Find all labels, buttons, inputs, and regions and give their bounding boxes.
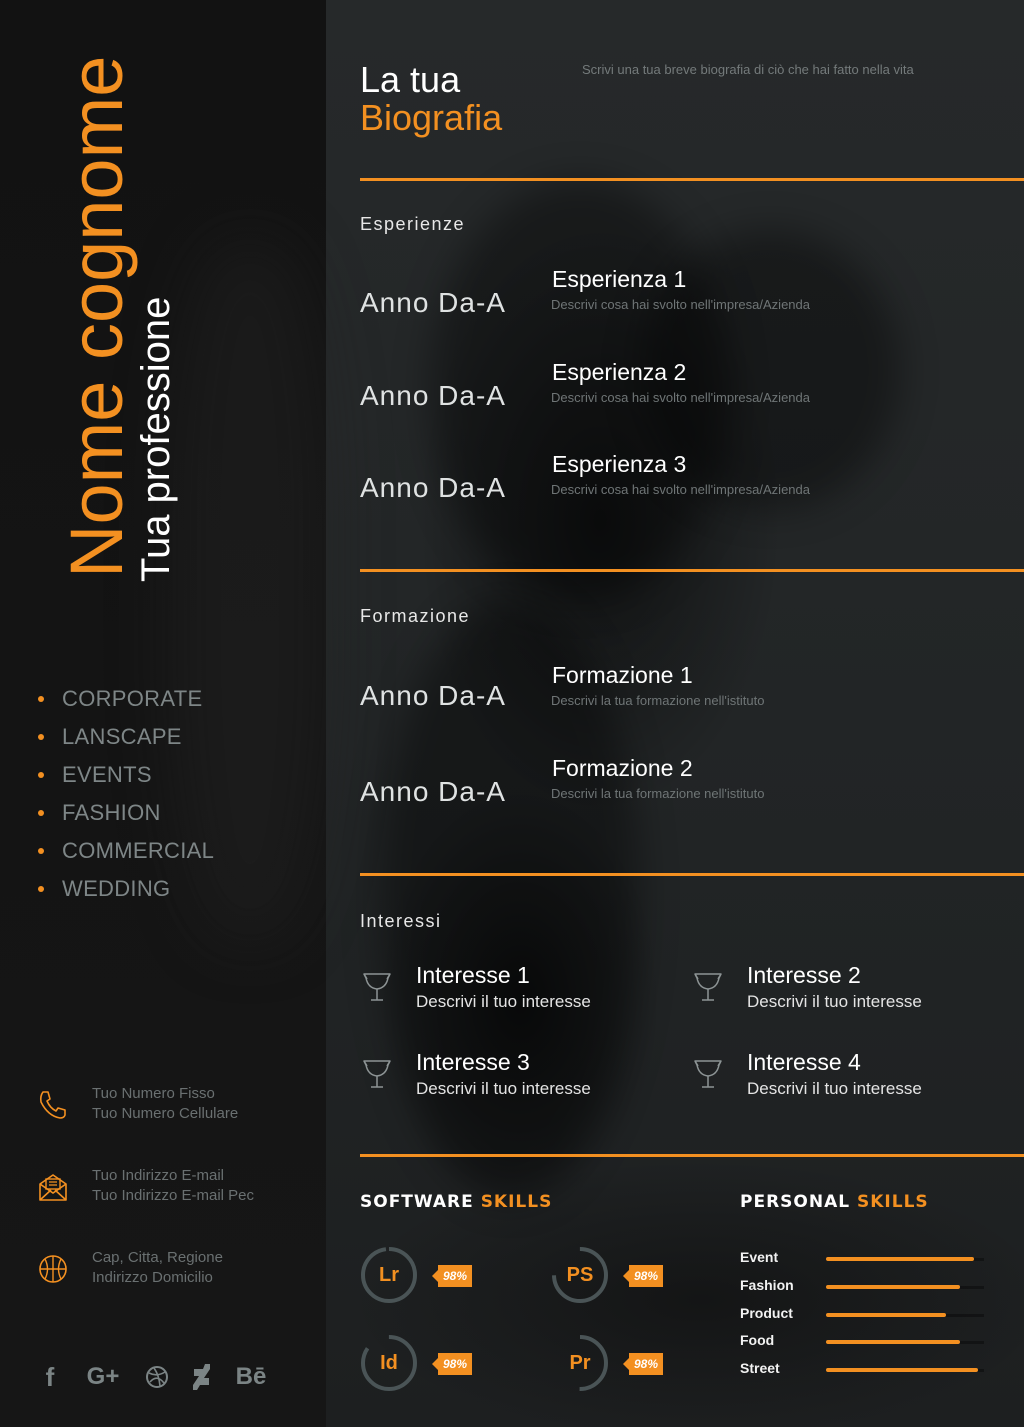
bio-text: Scrivi una tua breve biografia di ciò che hai fatto nella vita xyxy=(582,62,914,77)
contact-phone xyxy=(36,1084,254,1166)
section-divider xyxy=(360,178,1024,181)
personal-skill-row: Fashion xyxy=(740,1277,1000,1301)
email-pec: Tuo Indirizzo E-mail Pec xyxy=(92,1187,254,1204)
bullet-icon xyxy=(38,886,44,892)
education-years: Anno Da-A xyxy=(360,680,506,711)
bullet-icon xyxy=(38,772,44,778)
personal-skill-row: Product xyxy=(740,1305,1000,1329)
service-item: EVENTS xyxy=(38,756,214,794)
address-city: Cap, Citta, Regione xyxy=(92,1249,223,1266)
contact-address xyxy=(36,1248,254,1330)
phone-landline: Tuo Numero Fisso xyxy=(92,1085,215,1102)
bullet-icon xyxy=(38,696,44,702)
candidate-name: Nome cognome xyxy=(55,55,138,578)
bullet-icon xyxy=(38,848,44,854)
dribbble-icon[interactable] xyxy=(144,1360,170,1394)
software-skill-premiere: Pr 98% xyxy=(551,1334,721,1396)
bio-title-line2: Biografia xyxy=(360,97,503,138)
percent-badge: 98% xyxy=(629,1353,663,1375)
address-street: Indirizzo Domicilio xyxy=(92,1269,213,1286)
envelope-icon xyxy=(36,1170,70,1204)
globe-icon xyxy=(36,1252,70,1286)
facebook-icon[interactable]: f xyxy=(45,1361,55,1392)
contacts xyxy=(36,1084,254,1330)
section-divider xyxy=(360,1154,1024,1157)
personal-skill-row: Event xyxy=(740,1249,1000,1273)
software-skill-lightroom: Lr 98% xyxy=(360,1246,530,1308)
bullet-icon xyxy=(38,810,44,816)
trophy-icon xyxy=(360,1057,394,1091)
education-years: Anno Da-A xyxy=(360,776,506,807)
contact-email xyxy=(36,1166,254,1248)
experience-desc: Descrivi cosa hai svolto nell'impresa/Azienda xyxy=(551,390,810,405)
trophy-icon xyxy=(691,1057,725,1091)
skill-bar xyxy=(826,1340,960,1344)
interest-item: Interesse 1 Descrivi il tuo interesse xyxy=(360,962,660,1022)
service-item: FASHION xyxy=(38,794,214,832)
personal-skills-title: PERSONAL SKILLS xyxy=(740,1192,929,1212)
service-item: WEDDING xyxy=(38,870,214,908)
experience-years: Anno Da-A xyxy=(360,287,506,318)
experience-title: Esperienze xyxy=(360,214,466,234)
social-links xyxy=(40,1360,268,1394)
section-divider xyxy=(360,873,1024,876)
candidate-profession: Tua professione xyxy=(134,296,178,582)
main-content xyxy=(360,0,1024,1427)
experience-desc: Descrivi cosa hai svolto nell'impresa/Azienda xyxy=(551,482,810,497)
software-skill-indesign: Id 98% xyxy=(360,1334,530,1396)
experience-title-text: Esperienza 1 xyxy=(552,266,687,292)
skill-bar xyxy=(826,1368,978,1372)
deviantart-icon[interactable] xyxy=(192,1360,212,1394)
google-plus-icon[interactable]: G+ xyxy=(86,1363,120,1390)
skill-bar xyxy=(826,1285,960,1289)
education-title: Formazione xyxy=(360,606,471,626)
interests-title: Interessi xyxy=(360,911,442,931)
service-item: LANSCAPE xyxy=(38,718,214,756)
experience-desc: Descrivi cosa hai svolto nell'impresa/Azienda xyxy=(551,297,810,312)
experience-title-text: Esperienza 2 xyxy=(552,359,687,385)
experience-title-text: Esperienza 3 xyxy=(552,451,687,477)
services-list xyxy=(38,680,214,908)
skill-bar xyxy=(826,1257,974,1261)
percent-badge: 98% xyxy=(438,1265,472,1287)
experience-years: Anno Da-A xyxy=(360,472,506,503)
skill-bar xyxy=(826,1313,946,1317)
personal-skill-row: Street xyxy=(740,1360,1000,1384)
education-desc: Descrivi la tua formazione nell'istituto xyxy=(551,786,765,801)
service-item: COMMERCIAL xyxy=(38,832,214,870)
behance-icon[interactable]: Bē xyxy=(235,1363,267,1390)
personal-skill-row: Food xyxy=(740,1332,1000,1356)
software-skill-photoshop: PS 98% xyxy=(551,1246,721,1308)
percent-badge: 98% xyxy=(438,1353,472,1375)
education-title-text: Formazione 1 xyxy=(552,662,693,688)
interest-item: Interesse 2 Descrivi il tuo interesse xyxy=(691,962,991,1022)
phone-mobile: Tuo Numero Cellulare xyxy=(92,1105,239,1122)
email-primary: Tuo Indirizzo E-mail xyxy=(92,1167,224,1184)
trophy-icon xyxy=(360,970,394,1004)
service-item: CORPORATE xyxy=(38,680,214,718)
software-skills-title: SOFTWARE SKILLS xyxy=(360,1192,553,1212)
experience-years: Anno Da-A xyxy=(360,380,506,411)
percent-badge: 98% xyxy=(629,1265,663,1287)
sidebar xyxy=(0,0,326,1427)
trophy-icon xyxy=(691,970,725,1004)
phone-icon xyxy=(36,1088,70,1122)
interest-item: Interesse 4 Descrivi il tuo interesse xyxy=(691,1049,991,1109)
bio-title-line1: La tua xyxy=(360,59,461,100)
section-divider xyxy=(360,569,1024,572)
education-title-text: Formazione 2 xyxy=(552,755,693,781)
education-desc: Descrivi la tua formazione nell'istituto xyxy=(551,693,765,708)
interest-item: Interesse 3 Descrivi il tuo interesse xyxy=(360,1049,660,1109)
bullet-icon xyxy=(38,734,44,740)
